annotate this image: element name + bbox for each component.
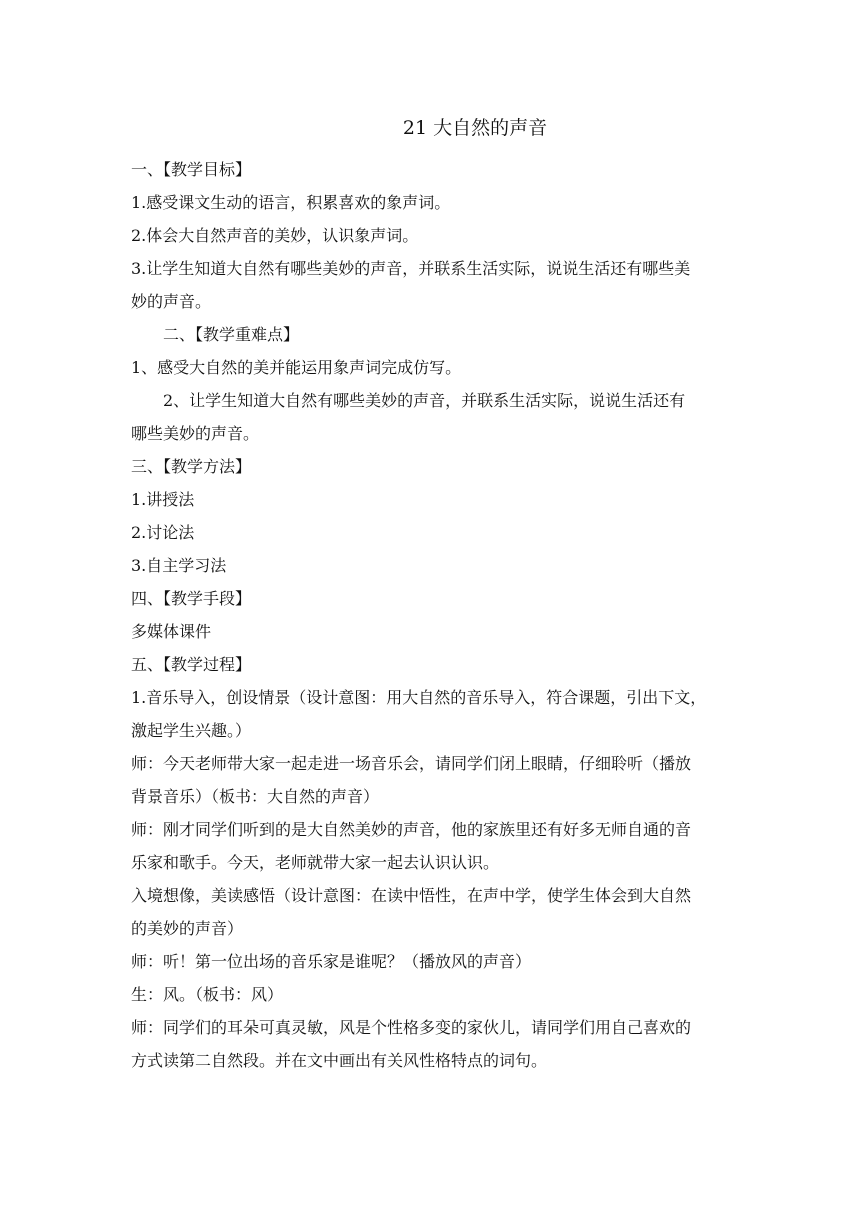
text-line: 2.体会大自然声音的美妙，认识象声词。 (131, 226, 419, 245)
text-line: 激起学生兴趣。） (131, 721, 252, 740)
text-line: 四、【教学手段】 (131, 589, 252, 608)
text-line: 生：风。（板书：风） (131, 985, 284, 1004)
text-line: 多媒体课件 (131, 622, 212, 641)
text-line: 2、让学生知道大自然有哪些美妙的声音，并联系生活实际，说说生活还有 (163, 391, 686, 410)
text-line: 2.讨论法 (131, 523, 195, 542)
text-line: 师：听！第一位出场的音乐家是谁呢？（播放风的声音） (131, 952, 532, 971)
text-line: 乐家和歌手。今天，老师就带大家一起去认识认识。 (131, 853, 500, 872)
text-line: 1.音乐导入，创设情景（设计意图：用大自然的音乐导入，符合课题，引出下文， (131, 688, 707, 707)
text-line: 五、【教学过程】 (131, 655, 252, 674)
document-title: 21 大自然的声音 (402, 117, 548, 139)
text-line: 背景音乐）（板书：大自然的声音） (131, 787, 380, 806)
text-line: 3.让学生知道大自然有哪些美妙的声音，并联系生活实际，说说生活还有哪些美 (131, 259, 691, 278)
text-line: 的美妙的声音） (131, 919, 244, 938)
text-line: 方式读第二自然段。并在文中画出有关风性格特点的词句。 (131, 1051, 548, 1070)
text-line: 师：今天老师带大家一起走进一场音乐会，请同学们闭上眼睛，仔细聆听（播放 (131, 754, 692, 773)
text-line: 师：刚才同学们听到的是大自然美妙的声音，他的家族里还有好多无师自通的音 (131, 820, 692, 839)
document-body (131, 153, 729, 1077)
text-line: 3.自主学习法 (131, 556, 227, 575)
text-line: 1.讲授法 (131, 490, 195, 509)
text-line: 师：同学们的耳朵可真灵敏，风是个性格多变的家伙儿，请同学们用自己喜欢的 (131, 1018, 692, 1037)
text-line: 二、【教学重难点】 (163, 325, 300, 344)
text-line: 入境想像，美读感悟（设计意图：在读中悟性，在声中学，使学生体会到大自然 (131, 886, 692, 905)
text-line: 妙的声音。 (131, 292, 212, 311)
text-line: 1.感受课文生动的语言，积累喜欢的象声词。 (131, 193, 451, 212)
text-line: 1、感受大自然的美并能运用象声词完成仿写。 (131, 358, 462, 377)
text-line: 三、【教学方法】 (131, 457, 252, 476)
text-line: 哪些美妙的声音。 (131, 424, 260, 443)
text-line: 一、【教学目标】 (131, 160, 252, 179)
